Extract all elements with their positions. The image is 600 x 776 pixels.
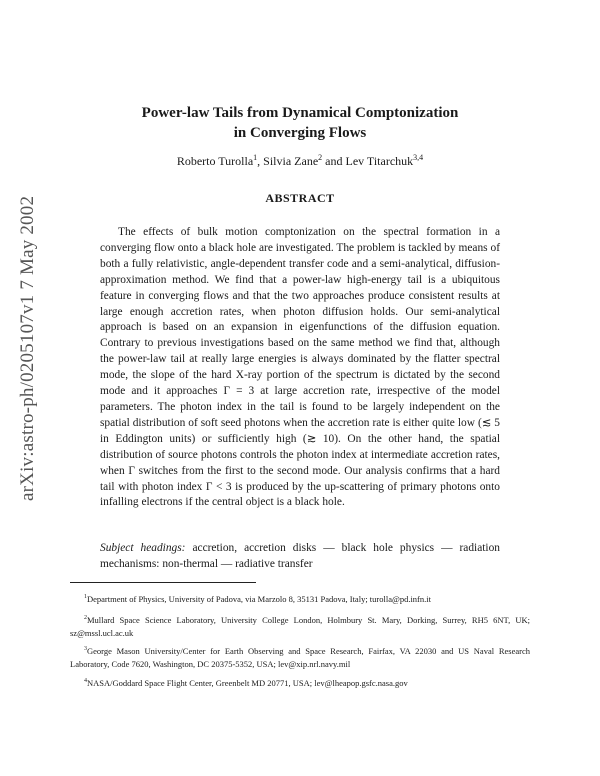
author-name: Silvia Zane xyxy=(263,154,319,168)
subject-headings xyxy=(100,541,500,573)
footnote-text: NASA/Goddard Space Flight Center, Greenbelt MD 20771, USA; lev@lheapop.gsfc.nasa.gov xyxy=(87,678,408,688)
footnote xyxy=(70,677,530,690)
arxiv-identifier: arXiv:astro-ph/0205107v1 7 May 2002 xyxy=(17,196,38,502)
affiliation-marker: 1 xyxy=(253,153,258,162)
subject-headings-label: Subject headings: xyxy=(100,542,186,554)
footnote-divider xyxy=(70,582,256,583)
subject-headings-text: accretion, accretion disks — black hole physics — radiation mechanisms: non-thermal — radiative transfer xyxy=(100,542,500,570)
abstract-heading: ABSTRACT xyxy=(265,191,335,205)
author-name: Roberto Turolla xyxy=(176,154,254,168)
author-separator: and xyxy=(322,154,346,168)
author-list xyxy=(100,153,500,169)
author-name: Lev Titarchuk xyxy=(345,154,414,168)
footnote xyxy=(70,614,530,639)
footnote-text: Department of Physics, University of Padova, via Marzolo 8, 35131 Padova, Italy; turolla@pd.infn.it xyxy=(87,594,431,604)
footnote xyxy=(70,593,530,606)
title-line-1: Power-law Tails from Dynamical Comptonization xyxy=(141,105,459,121)
footnote-number: 4 xyxy=(84,678,87,685)
affiliation-marker: 3,4 xyxy=(413,153,424,162)
footnote-text: Mullard Space Science Laboratory, University College London, Holmbury St. Mary, Dorking, Surrey, RH5 6NT, UK; sz@mssl.ucl.ac.uk xyxy=(70,615,530,638)
footnote-number: 3 xyxy=(84,646,87,653)
title-line-2: in Converging Flows xyxy=(233,125,367,141)
footnote-text: George Mason University/Center for Earth Observing and Space Research, Fairfax, VA 22030 and US Naval Research Laboratory, Code 7620, Washington, DC 20375-5352, USA; lev@xip.nrl.navy.mil xyxy=(70,646,530,669)
footnote-number: 2 xyxy=(84,615,87,622)
footnote xyxy=(70,645,530,670)
affiliation-marker: 2 xyxy=(318,153,323,162)
paper-title xyxy=(100,103,500,143)
abstract-text: The effects of bulk motion comptonization on the spectral formation in a converging flow onto a black hole are investigated. The problem is tackled by means of both a fully relativistic, angle-dependent transfer code and a semi-analytical, diffusion-approximation method. We find that a power-law high-energy tail is a ubiquitous feature in converging flows and that the two approaches produce consistent results at large enough accretion rates, when photon diffusion holds. Our semi-analytical approach is based on an expansion in eigenfunctions of the diffusion equation. Contrary to previous investigations based on the same method we find that, although the power-law tail at really large energies is always dominated by the flatter spectral mode, the slope of the hard X-ray portion of the spectrum is dictated by the second mode and it approaches Γ = 3 at large accretion rate, irrespective of the model parameters. The photon index in the tail is found to be largely independent on the spatial distribution of soft seed photons when the accretion rate is either quite low (≲ 5 in Eddington units) or sufficiently high (≳ 10). On the other hand, the spatial distribution of source photons controls the photon index at intermediate accretion rates, when Γ switches from the first to the second mode. Our analysis confirms that a hard tail with photon index Γ < 3 is produced by the up-scattering of primary photons onto infalling electrons if the central object is a black hole. xyxy=(100,226,500,509)
footnote-number: 1 xyxy=(84,594,87,601)
author-separator: , xyxy=(257,154,264,168)
